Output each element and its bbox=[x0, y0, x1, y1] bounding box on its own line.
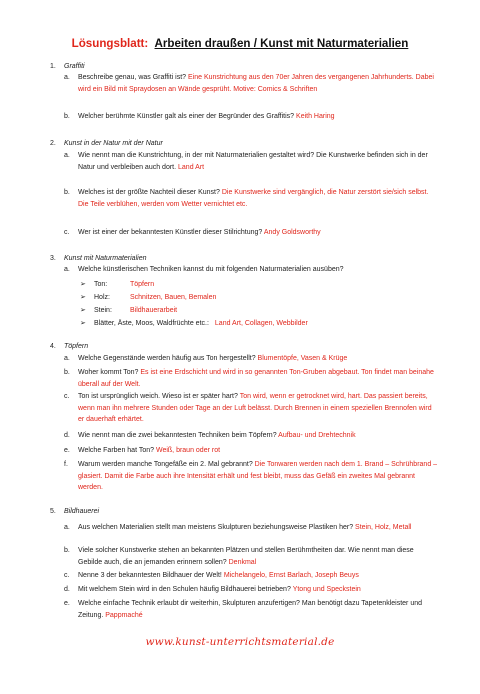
answer-text: Keith Haring bbox=[296, 113, 335, 120]
question-4d: d. Wie nennt man die zwei bekanntesten Techniken beim Töpfern? Aufbau- und Drehtechnik bbox=[64, 432, 356, 439]
question-2c: c. Wer ist einer der bekanntesten Künstler dieser Stilrichtung? Andy Goldsworthy bbox=[64, 229, 321, 236]
question-5e: e. Welche einfache Technik erlaubt dir weiterhin, Skulpturen anzufertigen? Man benötigt dazu Tapetenkleister und Zeitung. Pappmaché bbox=[64, 600, 422, 619]
question-4c: c. Ton ist ursprünglich weich. Wieso ist er später hart? Ton wird, wenn er getrocknet wird, hart. Das passiert bereits, wenn man ihn mehrere Stunden oder Tage an der Luft belässt. Durch Brennen in einem speziellen Brennofen wird er dauerhaft erhärtet. bbox=[64, 393, 432, 424]
answer-text: Eine Kunstrichtung aus den 70er Jahren des vergangenen Jahrhunderts. Dabei wird ein Bild mit Spraydosen an Wände gesprüht. Motive: Comics & Schriften bbox=[78, 74, 434, 93]
section-land-art-heading: 2. Kunst in der Natur mit der Natur bbox=[50, 140, 163, 147]
question-4b: b. Woher kommt Ton? Es ist eine Erdschicht und wird in so genannten Ton-Gruben abgebaut. Ton findet man beinahe überall auf der Welt. bbox=[64, 369, 434, 388]
question-text: Welches ist der größte Nachteil dieser Kunst? bbox=[78, 189, 220, 196]
question-text: Beschreibe genau, was Graffiti ist? bbox=[78, 74, 187, 81]
answer-text: Die Tonwaren werden nach dem 1. Brand – Schrühbrand – glasiert. Damit die Farbe auch ihre Intensität erhält und fest bleibt, muss das Gefäß ein zweites Mal gebrannt werden. bbox=[78, 461, 438, 492]
arrow-bullet-icon: ➢ bbox=[80, 294, 86, 301]
answer-text: Die Kunstwerke sind vergänglich, die Natur zerstört sie/sich selbst. Die Teile verblühen, werden vom Wetter vernichtet etc. bbox=[78, 189, 429, 208]
question-text: Warum werden manche Tongefäße ein 2. Mal gebrannt? bbox=[78, 461, 253, 468]
question-1a: a. Beschreibe genau, was Graffiti ist? Eine Kunstrichtung aus den 70er Jahren des vergangenen Jahrhunderts. Dabei wird ein Bild mit Spraydosen an Wände gesprüht. Motive: Comics & Schriften bbox=[64, 74, 434, 93]
question-text: Ton ist ursprünglich weich. Wieso ist er später hart? bbox=[78, 393, 238, 400]
question-4f: f. Warum werden manche Tongefäße ein 2. Mal gebrannt? Die Tonwaren werden nach dem 1. Brand – Schrühbrand – glasiert. Damit die Farbe auch ihre Intensität erhält und fest bleibt, muss das Gefäß ein zweites Mal gebrannt werden. bbox=[64, 461, 438, 492]
page-title bbox=[0, 37, 480, 50]
material-item-holz: ➢ Holz: Schnitzen, Bauen, Bemalen bbox=[80, 292, 216, 304]
question-text: Welcher berühmte Künstler galt als einer der Begründer des Graffitis? bbox=[78, 113, 295, 120]
material-item-blaetter: ➢ Blätter, Äste, Moos, Waldfrüchte etc.: Land Art, Collagen, Webbilder bbox=[80, 318, 308, 330]
question-2a: a. Wie nennt man die Kunstrichtung, in der mit Naturmaterialien gestaltet wird? Die Kunstwerke befinden sich in der Natur und verbleiben auch dort. Land Art bbox=[64, 152, 428, 171]
question-text: Welche einfache Technik erlaubt dir weiterhin, Skulpturen anzufertigen? Man benötigt dazu Tapetenkleister und Zeitung. bbox=[78, 600, 422, 619]
question-text: Viele solcher Kunstwerke stehen an bekannten Plätzen und stellen Berühmtheiten dar. Wie nennt man diese Gebilde auch, die an jemanden erinnern sollen? bbox=[78, 547, 414, 566]
title-text: Arbeiten draußen / Kunst mit Naturmaterialien bbox=[154, 37, 409, 50]
arrow-bullet-icon: ➢ bbox=[80, 320, 86, 327]
section-naturmaterialien-heading: 3. Kunst mit Naturmaterialien bbox=[50, 255, 147, 262]
section-bildhauerei-heading: 5. Bildhauerei bbox=[50, 508, 100, 515]
arrow-bullet-icon: ➢ bbox=[80, 281, 86, 288]
question-2b: b. Welches ist der größte Nachteil dieser Kunst? Die Kunstwerke sind vergänglich, die Natur zerstört sie/sich selbst. Die Teile verblühen, werden vom Wetter vernichtet etc. bbox=[64, 189, 429, 208]
question-5b: b. Viele solcher Kunstwerke stehen an bekannten Plätzen und stellen Berühmtheiten dar. Wie nennt man diese Gebilde auch, die an jemanden erinnern sollen? Denkmal bbox=[64, 547, 414, 566]
question-text: Welche Gegenstände werden häufig aus Ton hergestellt? bbox=[78, 355, 256, 362]
answer-text: Land Art bbox=[178, 163, 205, 171]
footer-website: www.kunst-unterrichtsmaterial.de bbox=[145, 636, 335, 648]
answer-text: Es ist eine Erdschicht und wird in so genannten Ton-Gruben abgebaut. Ton findet man beinahe überall auf der Welt. bbox=[78, 369, 434, 388]
arrow-bullet-icon: ➢ bbox=[80, 307, 86, 314]
title-label: Lösungsblatt: bbox=[71, 37, 149, 50]
question-text: Wer ist einer der bekanntesten Künstler dieser Stilrichtung? bbox=[78, 229, 263, 236]
question-1b: b. Welcher berühmte Künstler galt als einer der Begründer des Graffitis? Keith Haring bbox=[64, 113, 335, 120]
answer-text: Aufbau- und Drehtechnik bbox=[278, 432, 356, 439]
answer-text: Denkmal bbox=[228, 558, 257, 566]
material-item-stein: ➢ Stein: Bildhauerarbeit bbox=[80, 305, 177, 317]
question-5d: d. Mit welchem Stein wird in den Schulen häufig Bildhauerei betrieben? Ytong und Speckstein bbox=[64, 586, 361, 593]
question-5c: c. Nenne 3 der bekanntesten Bildhauer der Welt! Michelangelo, Ernst Barlach, Joseph Beuys bbox=[64, 572, 359, 579]
question-4e: e. Welche Farben hat Ton? Weiß, braun oder rot bbox=[64, 447, 221, 454]
answer-text: Blumentöpfe, Vasen & Krüge bbox=[257, 355, 348, 362]
question-text: Aus welchen Materialien stellt man meistens Skulpturen beziehungsweise Plastiken her? bbox=[78, 524, 354, 531]
material-item-ton: ➢ Ton: Töpfern bbox=[80, 279, 154, 291]
question-text: Wie nennt man die zwei bekanntesten Techniken beim Töpfern? bbox=[78, 432, 277, 439]
question-text: Wie nennt man die Kunstrichtung, in der mit Naturmaterialien gestaltet wird? Die Kunstwerke befinden sich in der Natur und verbleiben auch dort. bbox=[78, 152, 428, 171]
question-text: Nenne 3 der bekanntesten Bildhauer der Welt! bbox=[78, 572, 222, 579]
answer-text: Weiß, braun oder rot bbox=[155, 447, 221, 454]
answer-text: Ton wird, wenn er getrocknet wird, hart. Das passiert bereits, wenn man ihn mehrere Stunden oder Tage an der Luft belässt. Durch Brennen in einem speziellen Brennofen wird er dauerhaft erhärtet. bbox=[78, 393, 432, 424]
section-toepfern-heading: 4. Töpfern bbox=[50, 343, 89, 350]
question-text: Mit welchem Stein wird in den Schulen häufig Bildhauerei betrieben? bbox=[78, 586, 291, 593]
answer-text: Pappmaché bbox=[105, 611, 143, 619]
answer-text: Stein, Holz, Metall bbox=[355, 524, 412, 531]
question-3a: a. Welche künstlerischen Techniken kannst du mit folgenden Naturmaterialien ausüben? bbox=[64, 266, 344, 273]
question-text: Woher kommt Ton? bbox=[78, 369, 139, 376]
answer-text: Michelangelo, Ernst Barlach, Joseph Beuys bbox=[223, 572, 359, 579]
question-text: Welche künstlerischen Techniken kannst du mit folgenden Naturmaterialien ausüben? bbox=[78, 266, 344, 273]
answer-text: Andy Goldsworthy bbox=[263, 229, 321, 236]
question-5a: a. Aus welchen Materialien stellt man meistens Skulpturen beziehungsweise Plastiken her? Stein, Holz, Metall bbox=[64, 524, 412, 531]
question-text: Welche Farben hat Ton? bbox=[78, 447, 155, 454]
answer-text: Ytong und Speckstein bbox=[292, 586, 361, 593]
question-4a: a. Welche Gegenstände werden häufig aus Ton hergestellt? Blumentöpfe, Vasen & Krüge bbox=[64, 355, 348, 362]
section-graffiti-heading: 1. Graffiti bbox=[50, 63, 85, 70]
